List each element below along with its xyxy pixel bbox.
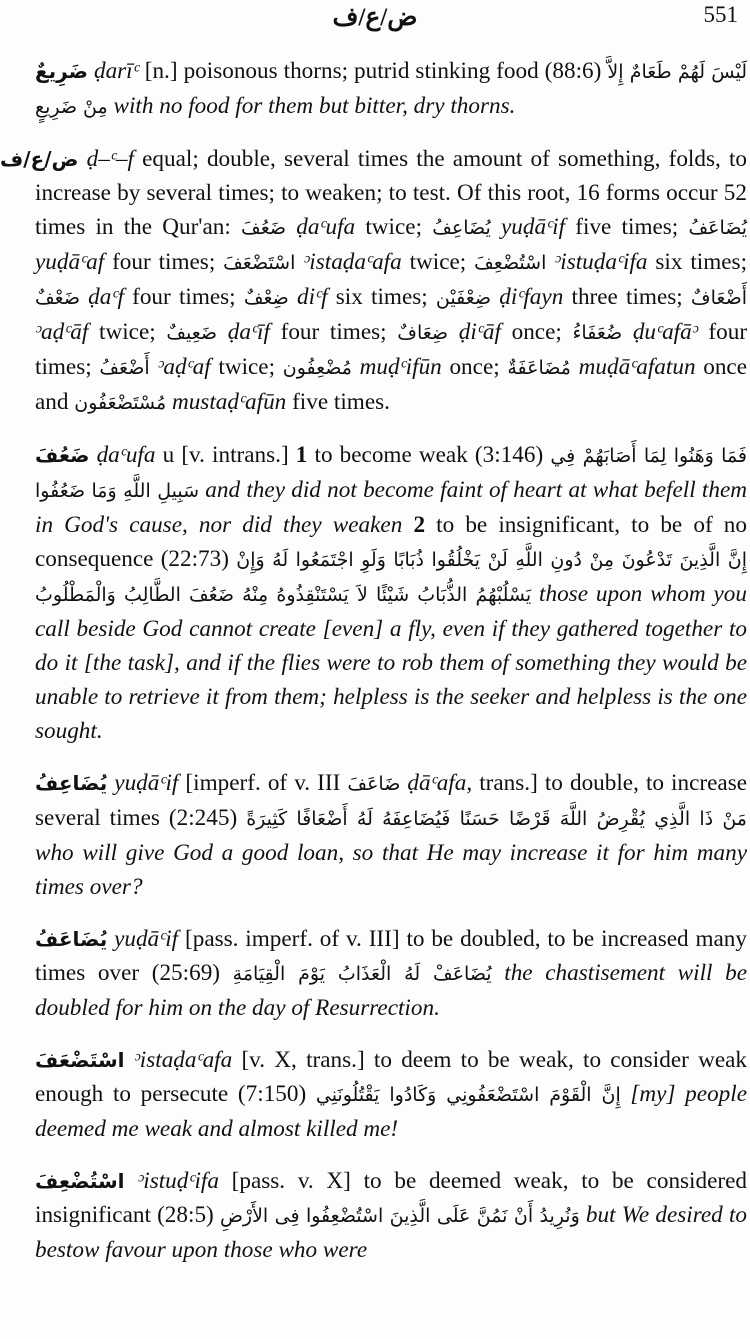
form-translit: muḍᶜifūn xyxy=(359,354,442,380)
definition: [v. X, trans.] to deem to be weak, to consider weak enough to persecute (7:150) xyxy=(35,1047,748,1107)
form-translit: ᵓistaḍaᶜafa xyxy=(303,249,402,275)
form-arabic: ضَعِيفٌ xyxy=(166,322,218,344)
running-head-root: ض/ع/ف xyxy=(332,4,418,31)
headword-translit: ᵓistaḍaᶜafa xyxy=(133,1047,233,1073)
form-count: five times. xyxy=(286,389,390,415)
page-header xyxy=(0,0,750,40)
form-translit: muḍāᶜafatun xyxy=(578,354,696,380)
headword-translit: ḍarīᶜ xyxy=(93,58,139,84)
quote-translation: the chastisement will be doubled for him on the day of Resurrection. xyxy=(35,960,748,1021)
headword-translit: ḍaᶜufa xyxy=(96,442,156,468)
form-count: twice; xyxy=(401,249,475,275)
form-translit: ᵓaḍᶜaf xyxy=(157,354,211,380)
entry-yudaif xyxy=(0,766,750,904)
form-translit: mustaḍᶜafūn xyxy=(171,389,287,415)
quran-quote: فَمَا وَهَنُوا لِمَا أَصَابَهُمْ فِي سَبِيلِ اللَّهِ وَمَا ضَعُفُوا xyxy=(35,445,748,502)
form-translit: ḍaᶜīf xyxy=(227,319,270,345)
dictionary-page-body xyxy=(0,54,750,1285)
root-forms-list xyxy=(35,214,747,415)
form-count: four times; xyxy=(269,319,398,345)
form-count: twice; xyxy=(355,214,433,240)
form-arabic: يُضَاعَفُ xyxy=(688,217,748,239)
form-arabic: ضَعْفٌ xyxy=(35,287,80,309)
base-verb-arabic: ضَاعَفَ xyxy=(347,773,401,795)
root-overview xyxy=(0,142,750,420)
quote-translation: but We desired to bestow favour upon those who were xyxy=(35,1202,747,1263)
form-count: twice; xyxy=(210,354,283,380)
quran-quote: إِنَّ الَّذِينَ تَدْعُونَ مِنْ دُونِ اللَّهِ لَنْ يَخْلُقُوا ذُبَابًا وَلَوِ اجْتَمَعُوا لَهُ وَإِنْ يَسْلُبْهُمُ الذُّبَابُ شَيْئًا لاَ يَسْتَنْقِذُوهُ مِنْهُ ضَعُفَ الطَّالِبُ وَالْمَطْلُوبُ xyxy=(35,549,747,606)
quote-translation: with no food for them but bitter, dry thorns. xyxy=(107,93,516,119)
form-translit: ᵓistuḍaᶜifa xyxy=(554,249,648,275)
form-translit: ᵓaḍᶜāf xyxy=(35,319,89,345)
definition: [pass. imperf. of v. III] to be doubled, to be increased many times over (25:69) xyxy=(35,926,747,986)
quote-translation: who will give God a good loan, so that He may increase it for him many times over? xyxy=(35,840,747,900)
entry-istadafa xyxy=(0,1043,750,1146)
headword-arabic: اسْتَضْعَفَ xyxy=(35,1048,125,1072)
form-translit: ḍuᶜafāᵓ xyxy=(632,319,698,345)
headword-arabic: ضَرِيعٌ xyxy=(35,59,88,83)
definition: to be insignificant, to be of no consequence (22:73) xyxy=(35,512,747,572)
form-translit: diᶜf xyxy=(297,284,328,310)
entry-darii xyxy=(0,54,750,124)
grammar: [imperf. of v. III xyxy=(178,770,348,796)
quote-translation: and they did not become faint of heart at what befell them in God's cause, nor did they weaken xyxy=(35,477,748,538)
entry-daufa xyxy=(0,438,750,748)
headword-arabic: يُضَاعَفُ xyxy=(35,927,108,951)
page-number: 551 xyxy=(703,2,738,27)
form-translit: yuḍāᶜaf xyxy=(35,249,105,275)
form-count: twice; xyxy=(88,319,167,345)
headword-translit: ᵓistuḍᶜifa xyxy=(137,1168,219,1194)
form-count: four times; xyxy=(104,249,224,275)
entry-yudaaf xyxy=(0,922,750,1025)
quote-translation: those upon whom you call beside God cannot create [even] a fly, even if they gathered together to do it [the task], and if the flies were to rob them of something they would be unable to retrieve it from them; helpless is the seeker and helpless is the one sought. xyxy=(35,581,747,744)
form-count: four times; xyxy=(123,284,244,310)
form-count: five times; xyxy=(565,214,689,240)
form-arabic: ضَعُفَ xyxy=(241,217,286,239)
form-arabic: اسْتُضْعِفَ xyxy=(474,252,547,274)
form-arabic: يُضَاعِفُ xyxy=(432,217,491,239)
headword-translit: yuḍāᶜif xyxy=(114,770,179,796)
definition: [n.] poisonous thorns; putrid stinking food (88:6) xyxy=(138,58,608,84)
form-count: six times; xyxy=(327,284,436,310)
definition: to become weak (3:146) xyxy=(307,442,551,468)
form-count: once; xyxy=(441,354,508,380)
base-verb-translit: ḍāᶜafa xyxy=(407,770,467,796)
form-arabic: أَضْعَافٌ xyxy=(690,287,747,309)
quran-quote: وَنُرِيدُ أَنْ نَمُنَّ عَلَى الَّذِينَ اسْتُضْعِفُوا فِى الأَرْضِ xyxy=(219,1205,580,1227)
form-translit: ḍaᶜf xyxy=(88,284,124,310)
form-translit: yuḍāᶜif xyxy=(501,214,566,240)
quran-quote: إِنَّ الْقَوْمَ اسْتَضْعَفُونِي وَكَادُوا يَقْتُلُونَنِي xyxy=(315,1084,621,1106)
form-translit: ḍiᶜfayn xyxy=(499,284,564,310)
quran-quote: مَنْ ذَا الَّذِي يُقْرِضُ اللَّهَ قَرْضًا حَسَنًا فَيُضَاعِفَهُ لَهُ أَضْعَافًا كَثِيرَةً xyxy=(246,808,747,830)
quran-quote: يُضَاعَفْ لَهُ الْعَذَابُ يَوْمَ الْقِيَامَةِ xyxy=(232,963,492,985)
form-arabic: ضِعْفَيْن xyxy=(435,287,492,309)
form-count: six times; xyxy=(647,249,748,275)
form-count: four times; xyxy=(35,319,748,380)
form-arabic: ضِعْفٌ xyxy=(243,287,289,309)
headword-arabic: ضَعُفَ xyxy=(35,443,90,467)
root-arabic: ض/ع/ف xyxy=(0,147,79,171)
form-translit: ḍiᶜāf xyxy=(458,319,501,345)
sense-number: 2 xyxy=(413,512,426,538)
headword-translit: yuḍāᶜif xyxy=(114,926,179,952)
form-arabic: مُضَاعَفَةٌ xyxy=(507,357,571,379)
form-arabic: مُضْعِفُون xyxy=(282,357,352,379)
form-arabic: ضِعَافٌ xyxy=(397,322,449,344)
form-translit: ḍaᶜufa xyxy=(296,214,356,240)
form-count: once; xyxy=(500,319,573,345)
root-description: equal; double, several times the amount of something, folds, to increase by several times; to weaken; to test. Of this root, 16 forms occur 52 times in the Qur'an: xyxy=(35,146,747,240)
form-arabic: ضُعَفَاءُ xyxy=(572,322,623,344)
form-arabic: اسْتَضْعَفَ xyxy=(223,252,296,274)
headword-arabic: يُضَاعِفُ xyxy=(35,771,108,795)
form-arabic: أَضْعَفُ xyxy=(99,357,150,379)
definition: [pass. v. X] to be deemed weak, to be considered insignificant (28:5) xyxy=(35,1168,747,1228)
form-count: once and xyxy=(35,354,748,415)
grammar: u [v. intrans.] xyxy=(155,442,296,468)
definition: , trans.] to double, to increase several times (2:245) xyxy=(35,770,748,831)
entry-istudifa xyxy=(0,1164,750,1267)
headword-arabic: اسْتُضْعِفَ xyxy=(35,1169,125,1193)
root-translit: ḍ–ᶜ–f xyxy=(78,146,134,172)
quote-translation: [my] people deemed me weak and almost killed me! xyxy=(35,1081,747,1142)
sense-number: 1 xyxy=(295,442,308,468)
form-arabic: مُسْتَضْعَفُون xyxy=(74,392,167,414)
form-count: three times; xyxy=(563,284,691,310)
quran-quote: لَيْسَ لَهُمْ طَعَامٌ إِلاَّ مِنْ ضَرِيعٍ xyxy=(35,61,748,118)
